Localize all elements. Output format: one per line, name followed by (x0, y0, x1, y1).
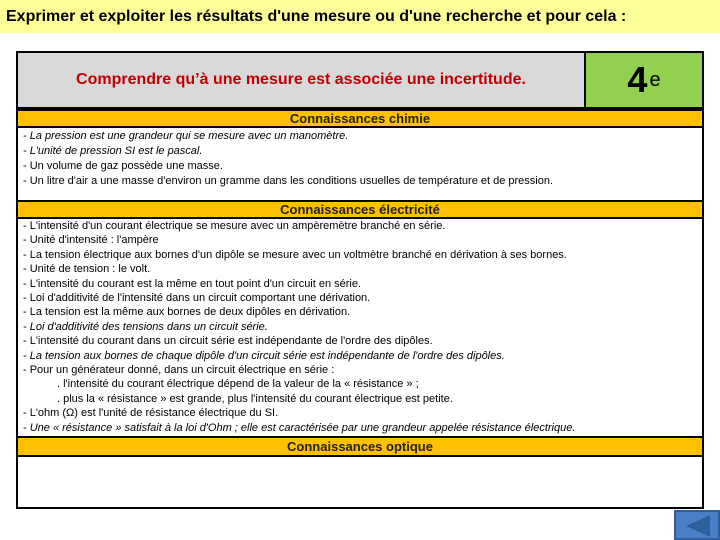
list-item: - La tension aux bornes de chaque dipôle d'un circuit série est indépendante de l'ordre des dipôles. (23, 349, 505, 362)
list-item: - Unité d'intensité : l'ampère (23, 234, 159, 247)
list-item: - Unité de tension : le volt. (23, 263, 151, 276)
list-item: - Un volume de gaz possède une masse. (23, 160, 223, 172)
section-header-electricite: Connaissances électricité (18, 200, 702, 219)
list-item: - La tension électrique aux bornes d'un dipôle se mesure avec un voltmètre branché en dérivation à ses bornes. (23, 248, 567, 261)
grade-label (586, 53, 702, 107)
content-table (16, 51, 704, 509)
list-item: - L'unité de pression SI est le pascal. (23, 145, 203, 157)
list-electricite (23, 219, 698, 435)
list-item: . plus la « résistance » est grande, plus l'intensité du courant électrique est petite. (57, 392, 453, 405)
section-header-optique: Connaissances optique (18, 436, 702, 457)
list-chimie (23, 129, 698, 189)
list-item: - La pression est une grandeur qui se mesure avec un manomètre. (23, 130, 349, 142)
header-row (18, 53, 702, 109)
list-item: - La tension est la même aux bornes de deux dipôles en dérivation. (23, 306, 351, 319)
list-item: - L'intensité du courant dans un circuit série est indépendante de l'ordre des dipôles. (23, 335, 433, 348)
list-item: - Un litre d'air a une masse d'environ un gramme dans les conditions usuelles de température et de pression. (23, 175, 554, 187)
grade-suffix: e (649, 68, 661, 91)
page-banner: Exprimer et exploiter les résultats d'une mesure ou d'une recherche et pour cela : (0, 0, 720, 33)
objective-title: Comprendre qu’à une mesure est associée une incertitude. (18, 53, 586, 107)
section-header-chimie: Connaissances chimie (18, 109, 702, 128)
list-item: - Pour un générateur donné, dans un circuit électrique en série : (23, 364, 335, 377)
list-item: - L'intensité d'un courant électrique se mesure avec un ampèremètre branché en série. (23, 220, 446, 232)
list-item: - Loi d'additivité de l'intensité dans un circuit comportant une dérivation. (23, 292, 371, 305)
list-item: - L'ohm (Ω) est l'unité de résistance électrique du SI. (23, 407, 279, 420)
list-item: - Loi d'additivité des tensions dans un circuit série. (23, 320, 268, 333)
grade-number: 4 (627, 59, 648, 100)
back-button[interactable] (674, 510, 720, 540)
list-item: - Une « résistance » satisfait à la loi d'Ohm ; elle est caractérisée par une grandeur appelée résistance électrique. (23, 421, 576, 434)
triangle-left-icon (684, 514, 712, 538)
list-item: . l'intensité du courant électrique dépend de la valeur de la « résistance » ; (57, 378, 419, 391)
list-item: - L'intensité du courant est la même en tout point d'un circuit en série. (23, 277, 362, 290)
